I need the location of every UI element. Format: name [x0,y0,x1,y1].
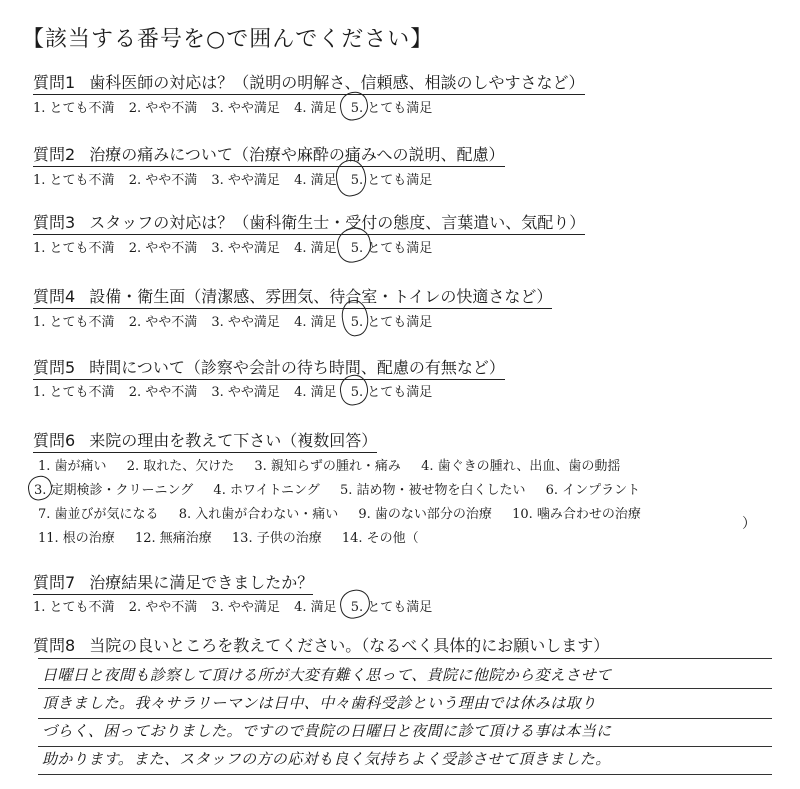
question-1-options [33,97,442,116]
reason-option[interactable]: 11. 根の治療 [38,531,115,546]
option-2[interactable]: 2. やや不満 [128,600,198,615]
option-4[interactable]: 4. 満足 [294,315,337,330]
reason-option[interactable]: 7. 歯並びが気になる [38,507,159,522]
question-text: スタッフの対応は？（歯科衛生士・受付の態度、言葉遣い、気配り） [89,213,586,232]
option-3[interactable]: 3. やや満足 [211,385,280,400]
question-number: 質問8 [33,636,76,655]
question-4-heading [33,284,552,309]
other-close-paren: ） [742,516,756,532]
page-title: 【該当する番号を○で囲んでください】 [22,27,434,52]
option-4[interactable]: 4. 満足 [294,600,337,615]
question-text: 治療の痛みについて（治療や麻酔の痛みへの説明、配慮） [89,145,505,164]
answer-line [38,658,772,659]
option-1[interactable]: 1. とても不満 [33,173,115,188]
reason-option[interactable]: 14. その他（ [341,531,419,546]
option-1[interactable]: 1. とても不満 [33,385,115,400]
option-5[interactable]: 5. とても満足 [350,173,433,188]
question-number: 質問3 [33,213,76,232]
reason-row-3 [38,503,657,522]
option-1[interactable]: 1. とても不満 [33,600,115,615]
question-text: 治療結果に満足できましたか？ [89,573,314,592]
option-2[interactable]: 2. やや不満 [128,241,198,256]
option-4[interactable]: 4. 満足 [294,101,337,116]
reason-option[interactable]: 8. 入れ歯が合わない・痛い [178,507,339,522]
option-2[interactable]: 2. やや不満 [128,315,198,330]
option-2[interactable]: 2. やや不満 [128,173,198,188]
question-8-heading [33,633,609,657]
reason-option[interactable]: 4. 歯ぐきの腫れ、出血、歯の動揺 [421,459,621,474]
reason-row-2 [34,479,656,498]
option-3[interactable]: 3. やや満足 [211,173,280,188]
selection-circle [337,587,372,621]
handwritten-answer-line: 日曜日と夜間も診察して頂ける所が大変有難く思って、貴院に他院から変えさせて [42,666,612,684]
question-5-heading [33,355,505,380]
option-2[interactable]: 2. やや不満 [128,385,198,400]
reason-option[interactable]: 1. 歯が痛い [38,459,107,474]
reason-row-1 [38,455,636,474]
option-4[interactable]: 4. 満足 [294,385,337,400]
question-text: 当院の良いところを教えてください。（なるべく具体的にお願いします） [89,636,610,655]
option-5[interactable]: 5. とても満足 [350,101,433,116]
answer-line [38,688,772,689]
question-number: 質問5 [33,358,76,377]
question-4-options [33,311,442,330]
option-1[interactable]: 1. とても不満 [33,241,115,256]
question-text: 設備・衛生面（清潔感、雰囲気、待合室・トイレの快適さなど） [89,287,553,306]
option-4[interactable]: 4. 満足 [294,241,337,256]
option-4[interactable]: 4. 満足 [294,173,337,188]
handwritten-answer-line: 助かります。また、スタッフの方の応対も良く気持ちよく受診させて頂きました。 [42,750,611,768]
answer-line [38,746,772,747]
reason-option[interactable]: 5. 詰め物・被せ物を白くしたい [339,483,526,498]
question-text: 来院の理由を教えて下さい（複数回答） [89,431,378,450]
question-number: 質問6 [33,431,76,450]
question-3-options [33,237,442,256]
question-1-heading [33,70,585,95]
reason-option[interactable]: 12. 無痛治療 [134,531,212,546]
reason-row-4 [38,527,435,546]
reason-option[interactable]: 3. 定期検診・クリーニング [34,483,194,498]
option-5[interactable]: 5. とても満足 [350,241,433,256]
reason-option[interactable]: 4. ホワイトニング [213,483,320,498]
option-2[interactable]: 2. やや不満 [128,101,198,116]
reason-option[interactable]: 10. 噛み合わせの治療 [512,507,641,522]
option-3[interactable]: 3. やや満足 [211,600,280,615]
option-3[interactable]: 3. やや満足 [211,315,280,330]
question-2-options [33,169,442,188]
option-3[interactable]: 3. やや満足 [211,241,280,256]
option-5[interactable]: 5. とても満足 [350,600,433,615]
question-number: 質問2 [33,145,76,164]
question-number: 質問7 [33,573,76,592]
question-3-heading [33,210,585,235]
option-5[interactable]: 5. とても満足 [350,315,433,330]
question-7-options [33,596,442,615]
option-1[interactable]: 1. とても不満 [33,101,115,116]
question-number: 質問4 [33,287,76,306]
question-text: 時間について（診察や会計の待ち時間、配慮の有無など） [89,358,505,377]
question-6-heading [33,428,377,453]
question-text: 歯科医師の対応は？（説明の明解さ、信頼感、相談のしやすさなど） [89,73,585,92]
question-2-heading [33,142,505,167]
option-3[interactable]: 3. やや満足 [211,101,280,116]
handwritten-answer-line: づらく、困っておりました。ですので貴院の日曜日と夜間に診て頂ける事は本当に [42,722,612,740]
option-1[interactable]: 1. とても不満 [33,315,115,330]
reason-option[interactable]: 2. 取れた、欠けた [126,459,235,474]
handwritten-answer-line: 頂きました。我々サラリーマンは日中、中々歯科受診という理由では休みは取り [42,694,597,712]
question-5-options [33,381,442,400]
reason-option[interactable]: 3. 親知らずの腫れ・痛み [254,459,401,474]
reason-option[interactable]: 9. 歯のない部分の治療 [358,507,492,522]
reason-option[interactable]: 6. インプラント [545,483,641,498]
option-5[interactable]: 5. とても満足 [350,385,433,400]
question-7-heading [33,570,313,595]
reason-option[interactable]: 13. 子供の治療 [231,531,322,546]
question-number: 質問1 [33,73,76,92]
answer-line [38,774,772,775]
answer-line [38,718,772,719]
